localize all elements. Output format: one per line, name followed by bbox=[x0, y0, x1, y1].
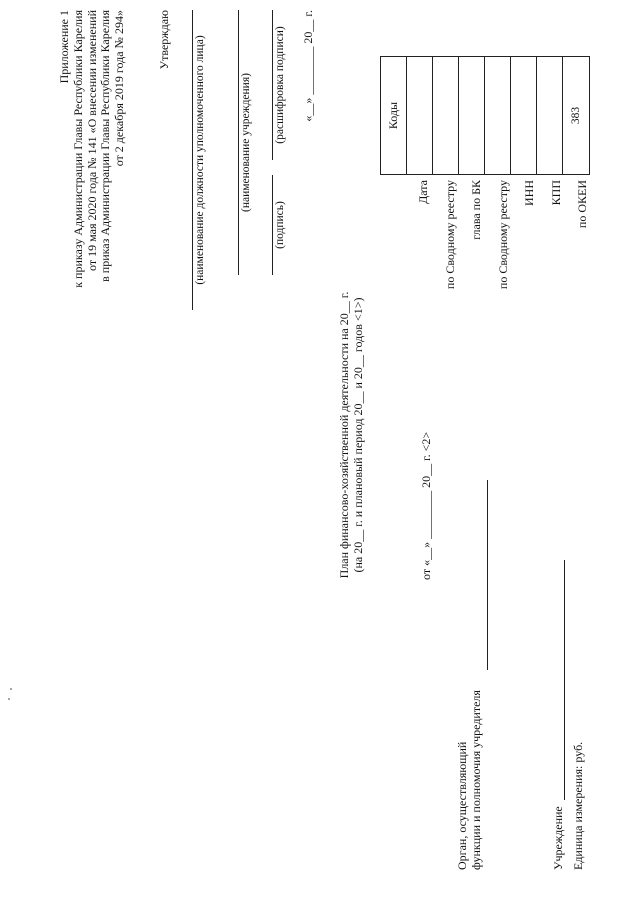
position-caption: (наименование должности уполномоченного лица) bbox=[194, 35, 206, 285]
signature-caption: (подпись) bbox=[274, 201, 286, 249]
code-label-consolidated-registry-2: по Сводному реестру bbox=[495, 180, 510, 290]
organ-label-line2: функции и полномочия учредителя bbox=[469, 690, 483, 870]
appendix-order-line: к приказу Администрации Главы Республики Карелия bbox=[70, 10, 85, 288]
code-cell-bk-chapter bbox=[458, 57, 485, 174]
scan-speck bbox=[8, 698, 10, 700]
institution-fill-line bbox=[564, 560, 565, 800]
institution-caption: (наименование учреждения) bbox=[240, 73, 252, 212]
appendix-order-date-line: от 19 мая 2020 года № 141 «О внесении изменений bbox=[84, 10, 99, 271]
code-cell-kpp bbox=[536, 57, 563, 174]
code-label-okei: по ОКЕИ bbox=[575, 180, 589, 229]
approve-date: «__» ________ 20__ г. bbox=[301, 10, 315, 122]
scan-speck bbox=[10, 688, 12, 690]
organ-label bbox=[455, 690, 483, 870]
code-label-inn: ИНН bbox=[522, 180, 536, 206]
code-cell-consolidated-registry bbox=[432, 57, 459, 174]
organ-fill-line bbox=[487, 480, 488, 670]
unit-label: Единица измерения: руб. bbox=[571, 741, 585, 870]
code-label-consolidated-registry: по Сводному реестру bbox=[442, 180, 457, 290]
code-label-date: Дата bbox=[416, 180, 430, 204]
plan-date-from: от «__» ________ 20__ г. <2> bbox=[419, 431, 433, 580]
code-cell-okei: 383 bbox=[562, 57, 589, 174]
appendix-order-ref-line: от 2 декабря 2019 года № 294» bbox=[112, 10, 127, 167]
appendix-header bbox=[58, 10, 127, 430]
code-cell-date bbox=[406, 57, 433, 174]
plan-subtitle: (на 20__ г. и плановый период 20__ и 20__ годов <1>) bbox=[351, 297, 365, 573]
appendix-label: Приложение 1 bbox=[57, 10, 71, 84]
approve-title: Утверждаю bbox=[157, 10, 171, 70]
decoding-line bbox=[272, 10, 273, 160]
code-cell-inn bbox=[510, 57, 537, 174]
codes-header: Коды bbox=[386, 101, 400, 130]
position-line bbox=[192, 10, 193, 310]
code-label-bk-chapter: глава по БК bbox=[469, 180, 483, 240]
institution-line bbox=[238, 10, 239, 275]
institution-label: Учреждение bbox=[551, 806, 565, 870]
code-cell-consolidated-registry-2 bbox=[484, 57, 511, 174]
plan-title: План финансово-хозяйственной деятельности на 20__ г. bbox=[337, 291, 351, 579]
codes-table bbox=[380, 56, 590, 175]
decoding-caption: (расшифровка подписи) bbox=[274, 26, 286, 144]
codes-labels bbox=[410, 180, 596, 330]
appendix-order-amend-line: в приказ Администрации Главы Республики Карелия bbox=[98, 10, 113, 282]
organ-label-line1: Орган, осуществляющий bbox=[455, 741, 469, 870]
signature-line bbox=[272, 175, 273, 275]
code-label-kpp: КПП bbox=[548, 180, 563, 206]
